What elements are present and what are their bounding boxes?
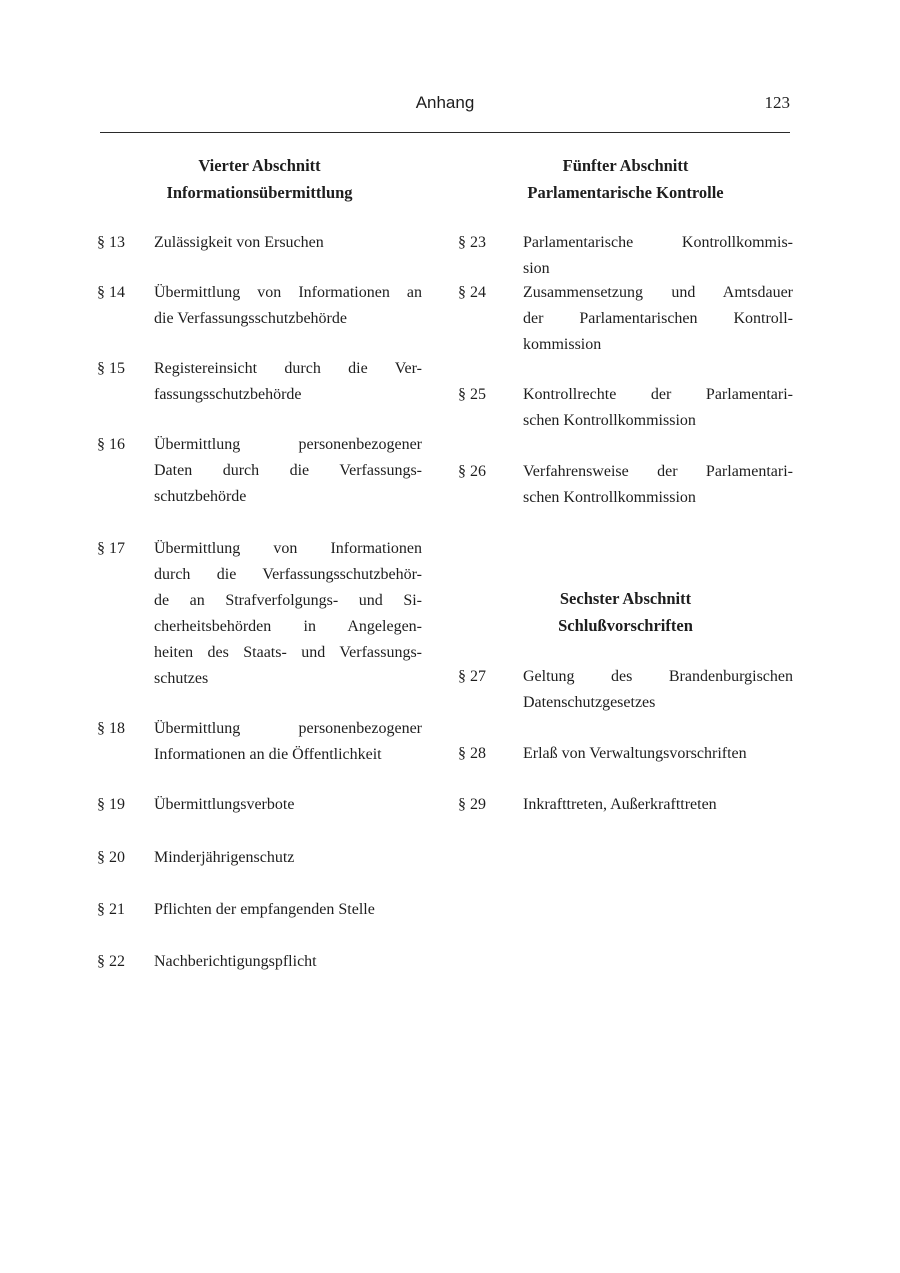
entry-text [523,741,793,767]
entry-text [154,432,422,510]
toc-entry [458,741,793,767]
left-column [97,152,422,970]
entry-line: Übermittlungsverbote [154,796,295,813]
paragraph-number: § 28 [458,745,486,762]
right-column [458,152,793,813]
entry-text [523,382,793,434]
entry-line: Zusammensetzung und Amtsdauer [523,284,793,301]
entry-line: fassungsschutzbehörde [154,386,302,403]
entry-line: Datenschutzgesetzes [523,694,656,711]
entry-line: sion [523,260,550,277]
toc-entry [97,230,422,256]
entry-text [154,280,422,332]
paragraph-number: § 19 [97,796,125,813]
paragraph-number: § 15 [97,360,125,377]
toc-entry [97,716,422,768]
paragraph-number: § 16 [97,436,125,453]
paragraph-number: § 22 [97,953,125,970]
entry-text [523,230,793,282]
entry-line: durch die Verfassungsschutzbehör- [154,566,422,583]
entry-line: Pflichten der empfangenden Stelle [154,901,375,918]
entry-line: Daten durch die Verfassungs- [154,462,422,479]
entry-text [154,536,422,692]
toc-entry [458,459,793,511]
entry-text [523,459,793,511]
entry-text [523,792,793,818]
entry-text [154,949,422,975]
paragraph-number: § 14 [97,284,125,301]
entry-line: de an Strafverfolgungs- und Si- [154,592,422,609]
entry-line: schutzes [154,670,209,687]
paragraph-number: § 18 [97,720,125,737]
entry-line: Übermittlung personenbezogener [154,720,422,737]
section-heading-line: Fünfter Abschnitt [562,156,689,175]
toc-entry [97,949,422,975]
toc-entry [458,280,793,358]
page-header [100,88,790,133]
toc-entry [97,356,422,408]
entry-line: heiten des Staats- und Verfassungs- [154,644,422,661]
entry-line: schen Kontrollkommission [523,412,696,429]
paragraph-number: § 13 [97,234,125,251]
entry-line: Minderjährigenschutz [154,849,295,866]
entry-line: die Verfassungsschutzbehörde [154,310,347,327]
entry-line: Übermittlung von Informationen [154,540,422,557]
entry-line: Parlamentarische Kontrollkommis- [523,234,793,251]
section-heading-line: Schlußvorschriften [558,616,693,635]
entry-line: Erlaß von Verwaltungsvorschriften [523,745,747,762]
entry-line: Kontrollrechte der Parlamentari- [523,386,793,403]
entry-line: Inkrafttreten, Außerkrafttreten [523,796,717,813]
entry-line: Zulässigkeit von Ersuchen [154,234,324,251]
paragraph-number: § 25 [458,386,486,403]
toc-entry [97,432,422,510]
entry-text [154,897,422,923]
section-heading-line: Parlamentarische Kontrolle [527,183,724,202]
toc-entry [458,230,793,282]
entry-line: schen Kontrollkommission [523,489,696,506]
entry-line: Übermittlung von Informationen an [154,284,422,301]
section-heading [458,152,793,206]
entry-line: Registereinsicht durch die Ver- [154,360,422,377]
entry-text [154,356,422,408]
entry-line: Informationen an die Öffentlichkeit [154,746,382,763]
entry-line: Geltung des Brandenburgischen [523,668,793,685]
entry-text [154,845,422,871]
toc-entry [97,845,422,871]
section-heading [97,152,422,206]
toc-entry [97,536,422,692]
toc-entry [97,897,422,923]
section-heading-line: Sechster Abschnitt [559,589,692,608]
page-number: 123 [764,93,790,112]
paragraph-number: § 29 [458,796,486,813]
entry-line: schutzbehörde [154,488,247,505]
entry-text [523,664,793,716]
section-heading-line: Informationsübermittlung [166,183,353,202]
toc-entry [97,280,422,332]
entry-text [154,230,422,256]
toc-entry [458,664,793,716]
toc-entry [458,382,793,434]
paragraph-number: § 26 [458,463,486,480]
toc-entry [458,792,793,818]
section-heading-line: Vierter Abschnitt [198,156,321,175]
entry-text [523,280,793,358]
entry-line: cherheitsbehörden in Angelegen- [154,618,422,635]
paragraph-number: § 27 [458,668,486,685]
entry-line: Übermittlung personenbezogener [154,436,422,453]
toc-entry [97,792,422,818]
entry-text [154,716,422,768]
paragraph-number: § 20 [97,849,125,866]
entry-line: der Parlamentarischen Kontroll- [523,310,793,327]
paragraph-number: § 24 [458,284,486,301]
entry-line: Verfahrensweise der Parlamentari- [523,463,793,480]
section-heading [458,585,793,639]
header-title: Anhang [415,93,475,112]
entry-line: Nachberichtigungspflicht [154,953,317,970]
paragraph-number: § 23 [458,234,486,251]
paragraph-number: § 17 [97,540,125,557]
entry-text [154,792,422,818]
paragraph-number: § 21 [97,901,125,918]
entry-line: kommission [523,336,602,353]
